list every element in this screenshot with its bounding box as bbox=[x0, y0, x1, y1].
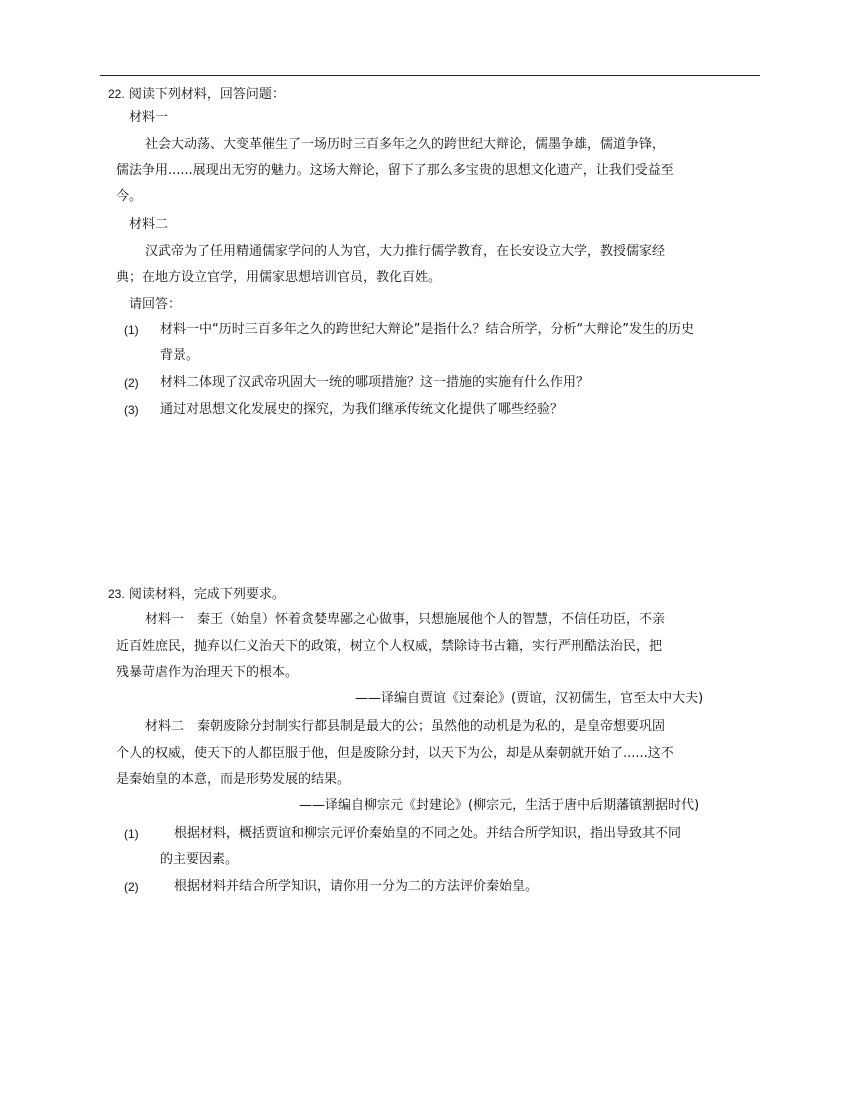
material-text-line: 儒法争用......展现出无穷的魅力。这场大辩论，留下了那么多宝贵的思想文化遗产，让我们受益至 bbox=[116, 163, 674, 178]
subquestion-number: (1) bbox=[124, 323, 139, 337]
question-number: 22. bbox=[108, 87, 125, 101]
material-label: 材料二 bbox=[129, 217, 169, 232]
material-text-line: 材料二 秦朝废除分封制实行都县制是最大的公；虽然他的动机是为私的，是皇帝想要巩固 bbox=[145, 719, 666, 734]
material-source: ——译编自柳宗元《封建论》(柳宗元，生活于唐中后期藩镇割据时代) bbox=[299, 798, 700, 813]
material-label: 材料一 bbox=[129, 110, 169, 125]
question-23-stem bbox=[108, 584, 285, 605]
material-text-line: 近百姓庶民，抛弃以仁义治天下的政策，树立个人权威，禁除诗书古籍，实行严刑酷法治民，把 bbox=[116, 639, 663, 654]
subquestion-number: (3) bbox=[124, 403, 139, 417]
material-text-line: 汉武帝为了任用精通儒家学问的人为官，大力推行儒学教育，在长安设立大学，教授儒家经 bbox=[145, 244, 666, 259]
subquestion-text: 背景。 bbox=[160, 348, 200, 363]
material-text-line: 社会大动荡、大变革催生了一场历时三百多年之久的跨世纪大辩论，儒墨争雄，儒道争锋， bbox=[145, 137, 666, 152]
subquestion-text: 材料一中“历时三百多年之久的跨世纪大辩论”是指什么？结合所学，分析“大辩论”发生的历史 bbox=[160, 322, 694, 337]
subquestion-text: 根据材料并结合所学知识，请你用一分为二的方法评价秦始皇。 bbox=[174, 879, 539, 894]
material-text-line: 典；在地方设立官学，用儒家思想培训官员，教化百姓。 bbox=[116, 270, 442, 285]
subquestion-text: 材料二体现了汉武帝巩固大一统的哪项措施？这一措施的实施有什么作用？ bbox=[160, 375, 590, 390]
subquestion-text: 的主要因素。 bbox=[160, 852, 239, 867]
subquestion-text: 根据材料，概括贾谊和柳宗元评价秦始皇的不同之处。并结合所学知识，指出导致其不同 bbox=[174, 826, 682, 841]
subquestion-number: (2) bbox=[124, 376, 139, 390]
subquestion-text: 通过对思想文化发展史的探究，为我们继承传统文化提供了哪些经验？ bbox=[160, 402, 564, 417]
material-text-line: 个人的权威，使天下的人都臣服于他，但是废除分封，以天下为公，却是从秦朝就开始了......这不 bbox=[116, 746, 674, 761]
material-text-line: 今。 bbox=[116, 189, 143, 204]
question-22-stem bbox=[108, 84, 285, 105]
material-text-line: 残暴苛虐作为治理天下的根本。 bbox=[116, 665, 299, 680]
question-prompt: 阅读下列材料，回答问题： bbox=[128, 87, 285, 102]
subquestion-number: (1) bbox=[124, 827, 139, 841]
material-text-line: 材料一 秦王（始皇）怀着贪婪卑鄙之心做事，只想施展他个人的智慧，不信任功臣，不亲 bbox=[145, 612, 666, 627]
material-text-line: 是秦始皇的本意，而是形势发展的结果。 bbox=[116, 772, 351, 787]
question-prompt: 阅读材料，完成下列要求。 bbox=[128, 587, 285, 602]
subquestion-number: (2) bbox=[124, 880, 139, 894]
material-source: ——译编自贾谊《过秦论》(贾谊，汉初儒生，官至太中大夫) bbox=[355, 691, 704, 706]
question-number: 23. bbox=[108, 587, 125, 601]
header-rule bbox=[100, 75, 760, 76]
ask-label: 请回答： bbox=[129, 297, 182, 312]
